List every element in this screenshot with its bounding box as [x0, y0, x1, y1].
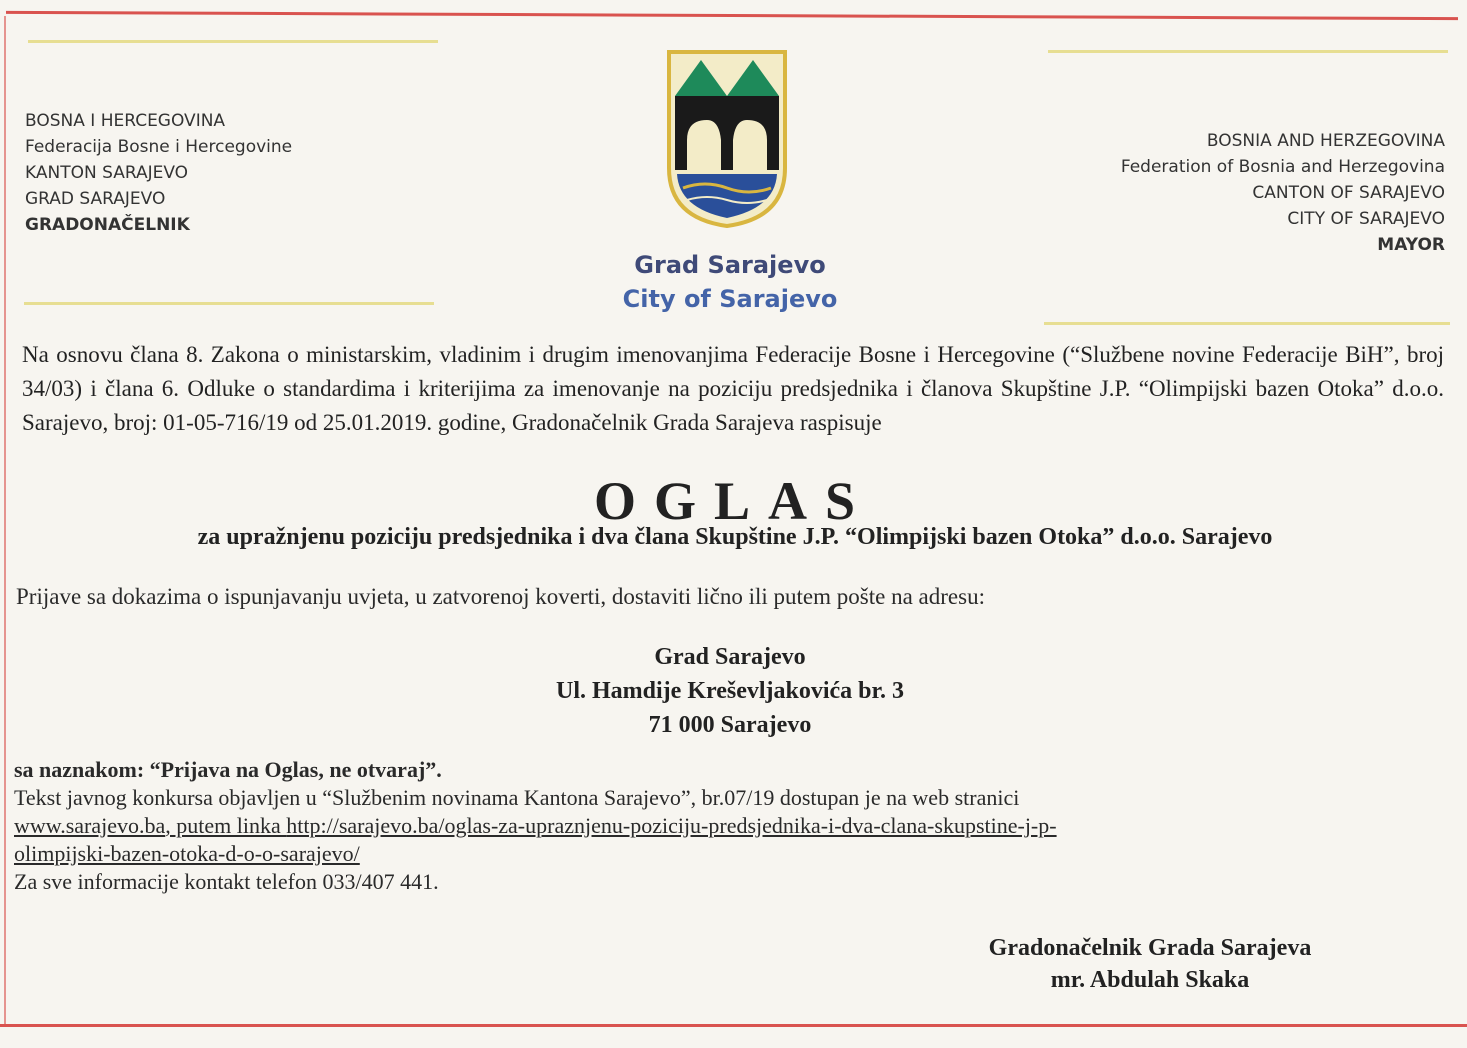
header-right-office: MAYOR: [1377, 235, 1445, 255]
link-line: [14, 812, 1434, 840]
contact-info: Za sve informacije kontakt telefon 033/407 441.: [14, 869, 439, 894]
header-left-office: GRADONAČELNIK: [25, 215, 190, 235]
city-coat-of-arms-icon: [665, 48, 789, 230]
city-name-local: Grad Sarajevo: [634, 251, 826, 279]
signature-block: [940, 932, 1360, 996]
header-left-country: BOSNA I HERCEGOVINA: [25, 111, 226, 131]
announcement-link-part1[interactable]: http://sarajevo.ba/oglas-za-upraznjenu-poziciju-predsjednika-i-dva-clana-skupstine-j-p-: [286, 813, 1057, 838]
city-name-logotype: [580, 248, 880, 316]
document-title: OGLAS: [593, 471, 874, 531]
header-right-federation: Federation of Bosnia and Herzegovina: [1120, 157, 1445, 177]
link-separator: , putem linka: [165, 813, 287, 838]
header-rule-left-bottom: [24, 302, 434, 305]
header-right: [1121, 128, 1445, 258]
envelope-note: sa naznakom: “Prijava na Oglas, ne otvaraj”.: [14, 757, 442, 782]
address-street: Ul. Hamdije Kreševljakovića br. 3: [556, 678, 904, 704]
top-border: [6, 11, 1458, 20]
application-instructions: Prijave sa dokazima o ispunjavanju uvjeta, u zatvorenoj koverti, dostaviti lično ili putem pošte na adresu:: [16, 584, 985, 609]
header-left-federation: Federacija Bosne i Hercegovine: [25, 137, 293, 157]
bottom-border: [0, 1024, 1467, 1027]
document-subtitle: za upražnjenu poziciju predsjednika i dva člana Skupštine J.P. “Olimpijski bazen Otoka” d.o.o. Sarajevo: [197, 524, 1273, 550]
city-name-english: City of Sarajevo: [622, 285, 838, 313]
address-recipient: Grad Sarajevo: [654, 644, 806, 670]
website-link[interactable]: www.sarajevo.ba: [14, 813, 166, 838]
header-right-country: BOSNIA AND HERZEGOVINA: [1206, 131, 1445, 151]
address-postal: 71 000 Sarajevo: [648, 712, 812, 738]
header-rule-right-bottom: [1044, 322, 1450, 325]
signature-role: Gradonačelnik Grada Sarajeva: [988, 935, 1312, 961]
header-left-city: GRAD SARAJEVO: [25, 189, 166, 209]
header-right-canton: CANTON OF SARAJEVO: [1252, 183, 1445, 203]
announcement-link-part2[interactable]: olimpijski-bazen-otoka-d-o-o-sarajevo/: [14, 841, 360, 866]
header-left: [25, 108, 292, 238]
header-left-canton: KANTON SARAJEVO: [25, 163, 189, 183]
mailing-address: [420, 640, 1040, 742]
publication-text: Tekst javnog konkursa objavljen u “Službenim novinama Kantona Sarajevo”, br.07/19 dostupan je na web stranici: [14, 785, 1020, 810]
intro-paragraph: Na osnovu člana 8. Zakona o ministarskim, vladinim i drugim imenovanjima Federacije Bosne i Hercegovine (“Službene novine Federacije BiH”, broj 34/03) i člana 6. Odluke o standardima i kriterijima za imenovanje na poziciju predsjednika i članova Skupštine J.P. “Olimpijski bazen Otoka” d.o.o. Sarajevo, broj: 01-05-716/19 od 25.01.2019. godine, Gradonačelnik Grada Sarajeva raspisuje: [22, 342, 1444, 435]
signature-name: mr. Abdulah Skaka: [1050, 967, 1250, 993]
details-block: [14, 756, 1434, 896]
header-rule-right-top: [1048, 50, 1448, 53]
header-rule-left-top: [28, 40, 438, 43]
header-right-city: CITY OF SARAJEVO: [1287, 209, 1445, 229]
